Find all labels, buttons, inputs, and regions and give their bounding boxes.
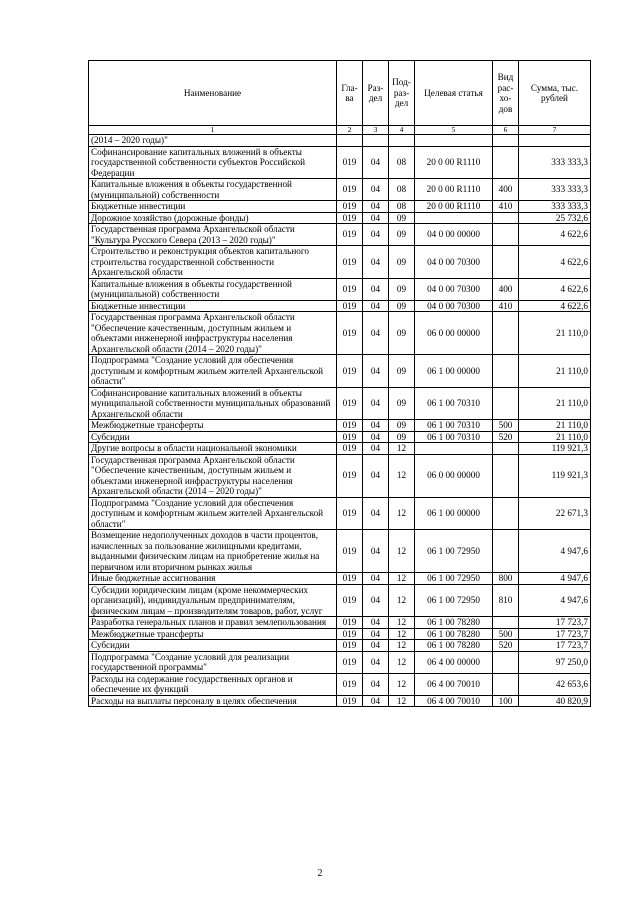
- table-row: [89, 651, 591, 673]
- row-expense-type: 400: [493, 179, 519, 201]
- row-target: 06 1 00 78280: [415, 640, 493, 652]
- row-subsection: 08: [389, 146, 415, 179]
- row-amount: 22 671,3: [519, 497, 591, 530]
- row-subsection: 12: [389, 530, 415, 573]
- table-row: [89, 387, 591, 420]
- row-amount: [519, 135, 591, 147]
- table-row: [89, 628, 591, 640]
- row-name: Возмещение недополученных доходов в части процентов, начисленных за пользование жилищными кредитами, выданными физическим лицам на приобретение жилья на первичном или вторичном рынках жилья: [89, 530, 337, 573]
- row-subsection: 12: [389, 454, 415, 497]
- row-subsection: 12: [389, 584, 415, 617]
- row-target: 06 1 00 72950: [415, 584, 493, 617]
- row-name: Подпрограмма "Создание условий для реализации государственной программы": [89, 651, 337, 673]
- row-subsection: 12: [389, 673, 415, 695]
- row-amount: 333 333,3: [519, 201, 591, 213]
- row-expense-type: 500: [493, 420, 519, 432]
- header-chapter: Гла-ва: [337, 61, 363, 126]
- table-row: [89, 530, 591, 573]
- row-subsection: 09: [389, 420, 415, 432]
- row-expense-type: 500: [493, 628, 519, 640]
- row-section: 04: [363, 146, 389, 179]
- row-expense-type: 400: [493, 278, 519, 300]
- row-subsection: 12: [389, 695, 415, 707]
- row-amount: 21 110,0: [519, 312, 591, 355]
- row-name: Разработка генеральных планов и правил землепользования: [89, 617, 337, 629]
- row-amount: 4 622,6: [519, 224, 591, 246]
- row-amount: 4 622,6: [519, 246, 591, 279]
- row-chapter: 019: [337, 497, 363, 530]
- row-chapter: 019: [337, 617, 363, 629]
- table-row: [89, 431, 591, 443]
- row-section: 04: [363, 628, 389, 640]
- row-amount: 97 250,0: [519, 651, 591, 673]
- row-chapter: 019: [337, 431, 363, 443]
- row-section: 04: [363, 573, 389, 585]
- row-name: Государственная программа Архангельской области "Обеспечение качественным, доступным жильем и объектами инженерной инфраструктуры населения Архангельской области (2014 – 2020 годы)": [89, 312, 337, 355]
- table-row: [89, 640, 591, 652]
- row-name: Капитальные вложения в объекты государственной (муниципальной) собственности: [89, 179, 337, 201]
- row-section: 04: [363, 673, 389, 695]
- row-expense-type: 410: [493, 201, 519, 213]
- row-target: 04 0 00 70300: [415, 300, 493, 312]
- row-name: (2014 – 2020 годы)": [89, 135, 337, 147]
- table-row: [89, 695, 591, 707]
- row-amount: 17 723,7: [519, 640, 591, 652]
- column-number-row: [89, 126, 591, 135]
- row-expense-type: 410: [493, 300, 519, 312]
- row-chapter: 019: [337, 312, 363, 355]
- column-number: 3: [363, 126, 389, 135]
- table-row: [89, 312, 591, 355]
- row-subsection: 09: [389, 278, 415, 300]
- row-amount: 119 921,3: [519, 443, 591, 455]
- row-subsection: 12: [389, 497, 415, 530]
- row-section: 04: [363, 387, 389, 420]
- row-expense-type: [493, 497, 519, 530]
- row-expense-type: [493, 212, 519, 224]
- row-target: 04 0 00 00000: [415, 224, 493, 246]
- row-target: 06 1 00 72950: [415, 573, 493, 585]
- row-chapter: [337, 135, 363, 147]
- row-chapter: 019: [337, 573, 363, 585]
- row-section: 04: [363, 179, 389, 201]
- row-amount: 21 110,0: [519, 420, 591, 432]
- row-chapter: 019: [337, 454, 363, 497]
- row-target: 20 0 00 R1110: [415, 179, 493, 201]
- row-subsection: 09: [389, 431, 415, 443]
- row-section: 04: [363, 584, 389, 617]
- row-name: Государственная программа Архангельской области "Культура Русского Севера (2013 – 2020 годы)": [89, 224, 337, 246]
- row-expense-type: [493, 673, 519, 695]
- row-name: Другие вопросы в области национальной экономики: [89, 443, 337, 455]
- table-row: [89, 355, 591, 388]
- row-target: [415, 212, 493, 224]
- row-subsection: 08: [389, 201, 415, 213]
- row-expense-type: 520: [493, 640, 519, 652]
- row-target: 20 0 00 R1110: [415, 201, 493, 213]
- column-number: 2: [337, 126, 363, 135]
- row-amount: 4 622,6: [519, 300, 591, 312]
- row-section: 04: [363, 454, 389, 497]
- row-section: 04: [363, 420, 389, 432]
- row-chapter: 019: [337, 673, 363, 695]
- row-target: 06 0 00 00000: [415, 312, 493, 355]
- row-amount: 4 947,6: [519, 530, 591, 573]
- column-number: 7: [519, 126, 591, 135]
- row-chapter: 019: [337, 420, 363, 432]
- table-row: [89, 212, 591, 224]
- table-row: [89, 224, 591, 246]
- row-name: Софинансирование капитальных вложений в объекты муниципальной собственности муниципальных образований Архангельской области: [89, 387, 337, 420]
- row-name: Субсидии: [89, 640, 337, 652]
- row-subsection: 12: [389, 628, 415, 640]
- row-amount: 4 622,6: [519, 278, 591, 300]
- row-section: 04: [363, 355, 389, 388]
- row-expense-type: [493, 454, 519, 497]
- row-subsection: 09: [389, 312, 415, 355]
- row-section: 04: [363, 312, 389, 355]
- row-section: 04: [363, 530, 389, 573]
- row-subsection: 09: [389, 387, 415, 420]
- header-row: [89, 61, 591, 126]
- row-target: 04 0 00 70300: [415, 246, 493, 279]
- row-target: 20 0 00 R1110: [415, 146, 493, 179]
- row-subsection: 09: [389, 355, 415, 388]
- table-row: [89, 420, 591, 432]
- row-amount: 17 723,7: [519, 617, 591, 629]
- header-subsection: Под-раз-дел: [389, 61, 415, 126]
- row-chapter: 019: [337, 179, 363, 201]
- column-number: 6: [493, 126, 519, 135]
- row-expense-type: [493, 617, 519, 629]
- row-subsection: 09: [389, 212, 415, 224]
- row-section: [363, 135, 389, 147]
- row-target: [415, 135, 493, 147]
- table-row: [89, 584, 591, 617]
- row-section: 04: [363, 431, 389, 443]
- row-target: [415, 443, 493, 455]
- row-amount: 40 820,9: [519, 695, 591, 707]
- row-amount: 333 333,3: [519, 146, 591, 179]
- row-chapter: 019: [337, 201, 363, 213]
- row-chapter: 019: [337, 355, 363, 388]
- row-target: 06 4 00 70010: [415, 695, 493, 707]
- row-name: Подпрограмма "Создание условий для обеспечения доступным и комфортным жильем жителей Архангельской области": [89, 355, 337, 388]
- row-chapter: 019: [337, 246, 363, 279]
- row-section: 04: [363, 443, 389, 455]
- row-target: 06 1 00 70310: [415, 431, 493, 443]
- row-amount: 119 921,3: [519, 454, 591, 497]
- row-expense-type: [493, 224, 519, 246]
- row-expense-type: [493, 146, 519, 179]
- row-expense-type: [493, 312, 519, 355]
- row-chapter: 019: [337, 212, 363, 224]
- table-row: [89, 135, 591, 147]
- row-amount: 42 653,6: [519, 673, 591, 695]
- row-section: 04: [363, 651, 389, 673]
- row-chapter: 019: [337, 695, 363, 707]
- row-section: 04: [363, 224, 389, 246]
- row-subsection: 12: [389, 640, 415, 652]
- row-expense-type: 520: [493, 431, 519, 443]
- row-name: Межбюджетные трансферты: [89, 420, 337, 432]
- row-target: 06 4 00 00000: [415, 651, 493, 673]
- row-subsection: 12: [389, 443, 415, 455]
- row-name: Софинансирование капитальных вложений в объекты государственной собственности субъектов Российской Федерации: [89, 146, 337, 179]
- row-expense-type: [493, 651, 519, 673]
- row-name: Подпрограмма "Создание условий для обеспечения доступным и комфортным жильем жителей Архангельской области": [89, 497, 337, 530]
- row-chapter: 019: [337, 628, 363, 640]
- row-subsection: 08: [389, 179, 415, 201]
- row-subsection: 12: [389, 573, 415, 585]
- budget-table-body: [89, 135, 591, 707]
- table-row: [89, 443, 591, 455]
- row-name: Расходы на выплаты персоналу в целях обеспечения: [89, 695, 337, 707]
- row-name: Межбюджетные трансферты: [89, 628, 337, 640]
- row-expense-type: 800: [493, 573, 519, 585]
- row-name: Дорожное хозяйство (дорожные фонды): [89, 212, 337, 224]
- row-chapter: 019: [337, 224, 363, 246]
- row-expense-type: [493, 443, 519, 455]
- row-target: 06 1 00 70310: [415, 420, 493, 432]
- row-target: 06 0 00 00000: [415, 454, 493, 497]
- row-chapter: 019: [337, 443, 363, 455]
- row-name: Расходы на содержание государственных органов и обеспечение их функций: [89, 673, 337, 695]
- row-target: 06 4 00 70010: [415, 673, 493, 695]
- row-subsection: 09: [389, 224, 415, 246]
- row-target: 06 1 00 70310: [415, 387, 493, 420]
- row-subsection: 09: [389, 246, 415, 279]
- row-name: Субсидии юридическим лицам (кроме некоммерческих организаций), индивидуальным предпринимателям, физическим лицам – производителям товаров, работ, услуг: [89, 584, 337, 617]
- row-target: 06 1 00 00000: [415, 497, 493, 530]
- column-number: 5: [415, 126, 493, 135]
- header-target: Целевая статья: [415, 61, 493, 126]
- row-name: Субсидии: [89, 431, 337, 443]
- table-row: [89, 246, 591, 279]
- row-subsection: 12: [389, 651, 415, 673]
- row-chapter: 019: [337, 146, 363, 179]
- row-amount: 21 110,0: [519, 355, 591, 388]
- row-chapter: 019: [337, 530, 363, 573]
- row-section: 04: [363, 497, 389, 530]
- row-name: Иные бюджетные ассигнования: [89, 573, 337, 585]
- row-expense-type: [493, 135, 519, 147]
- header-amount: Сумма, тыс. рублей: [519, 61, 591, 126]
- row-target: 06 1 00 00000: [415, 355, 493, 388]
- row-name: Бюджетные инвестиции: [89, 201, 337, 213]
- header-section: Раз-дел: [363, 61, 389, 126]
- row-name: Строительство и реконструкция объектов капитального строительства государственной собственности Архангельской области: [89, 246, 337, 279]
- row-expense-type: 810: [493, 584, 519, 617]
- row-target: 06 1 00 78280: [415, 628, 493, 640]
- row-amount: 25 732,6: [519, 212, 591, 224]
- header-name: Наименование: [89, 61, 337, 126]
- row-section: 04: [363, 201, 389, 213]
- row-chapter: 019: [337, 651, 363, 673]
- row-section: 04: [363, 617, 389, 629]
- table-row: [89, 146, 591, 179]
- row-amount: 21 110,0: [519, 431, 591, 443]
- row-subsection: 09: [389, 300, 415, 312]
- row-amount: 4 947,6: [519, 584, 591, 617]
- table-row: [89, 573, 591, 585]
- row-name: Государственная программа Архангельской области "Обеспечение качественным, доступным жильем и объектами инженерной инфраструктуры населения Архангельской области (2014 – 2020 годы)": [89, 454, 337, 497]
- row-expense-type: [493, 530, 519, 573]
- column-number: 4: [389, 126, 415, 135]
- table-row: [89, 300, 591, 312]
- table-row: [89, 278, 591, 300]
- row-expense-type: 100: [493, 695, 519, 707]
- table-row: [89, 179, 591, 201]
- table-row: [89, 617, 591, 629]
- row-section: 04: [363, 300, 389, 312]
- row-subsection: 12: [389, 617, 415, 629]
- row-amount: 17 723,7: [519, 628, 591, 640]
- row-section: 04: [363, 246, 389, 279]
- table-row: [89, 497, 591, 530]
- row-target: 06 1 00 72950: [415, 530, 493, 573]
- row-name: Капитальные вложения в объекты государственной (муниципальной) собственности: [89, 278, 337, 300]
- row-target: 06 1 00 78280: [415, 617, 493, 629]
- column-number: 1: [89, 126, 337, 135]
- table-row: [89, 673, 591, 695]
- page-number: 2: [317, 868, 323, 879]
- row-chapter: 019: [337, 640, 363, 652]
- row-section: 04: [363, 695, 389, 707]
- row-expense-type: [493, 387, 519, 420]
- row-section: 04: [363, 640, 389, 652]
- row-name: Бюджетные инвестиции: [89, 300, 337, 312]
- table-row: [89, 454, 591, 497]
- row-amount: 4 947,6: [519, 573, 591, 585]
- row-section: 04: [363, 212, 389, 224]
- row-expense-type: [493, 355, 519, 388]
- row-subsection: [389, 135, 415, 147]
- row-chapter: 019: [337, 584, 363, 617]
- row-amount: 21 110,0: [519, 387, 591, 420]
- row-target: 04 0 00 70300: [415, 278, 493, 300]
- budget-table: [88, 60, 591, 707]
- row-chapter: 019: [337, 300, 363, 312]
- row-section: 04: [363, 278, 389, 300]
- row-expense-type: [493, 246, 519, 279]
- header-expense-type: Вид рас-хо-дов: [493, 61, 519, 126]
- row-amount: 333 333,3: [519, 179, 591, 201]
- row-chapter: 019: [337, 278, 363, 300]
- table-row: [89, 201, 591, 213]
- row-chapter: 019: [337, 387, 363, 420]
